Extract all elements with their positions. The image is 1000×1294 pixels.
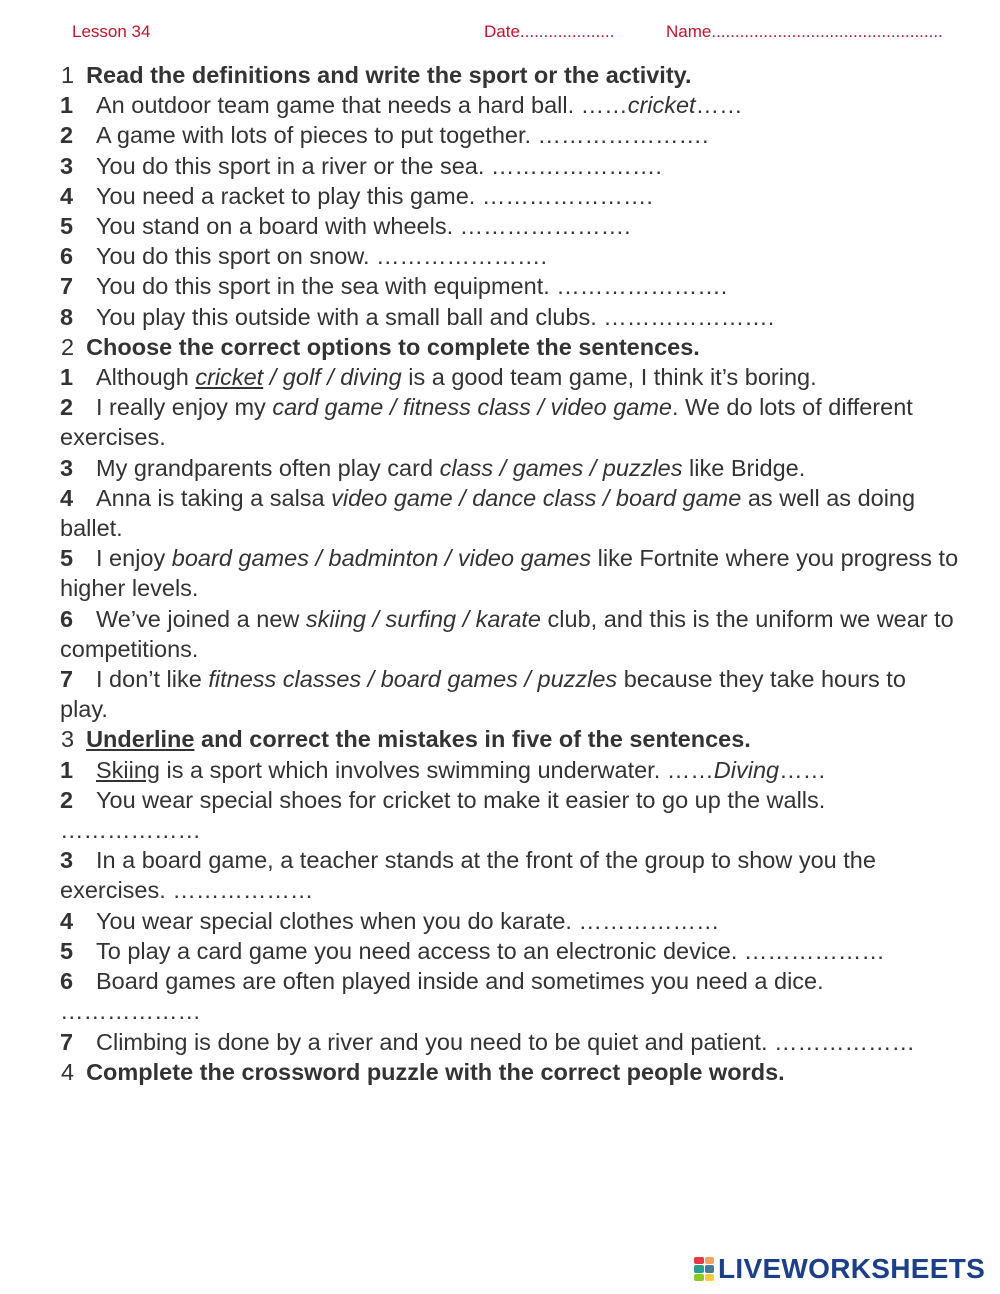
item-number: 5 bbox=[60, 937, 74, 964]
item-text: like Fortnite where you progress to higher levels. bbox=[60, 545, 959, 602]
exercise-item bbox=[60, 483, 960, 543]
section-heading bbox=[60, 724, 960, 754]
section-title-text: Choose the correct options to complete the sentences. bbox=[86, 333, 700, 360]
section-title-text: and correct the mistakes in five of the sentences. bbox=[194, 726, 751, 753]
item-number: 6 bbox=[60, 605, 74, 632]
item-number: 7 bbox=[60, 1028, 74, 1055]
logo-blocks-icon bbox=[694, 1257, 714, 1281]
item-text-with-answer-blank: A game with lots of pieces to put together. …………………. bbox=[96, 122, 709, 149]
option-text: Diving bbox=[713, 756, 780, 783]
section-number: 4 bbox=[61, 1058, 75, 1085]
item-number: 5 bbox=[60, 545, 74, 572]
page-header bbox=[0, 22, 1000, 44]
logo-text: LIVEWORKSHEETS bbox=[718, 1253, 986, 1284]
item-number: 4 bbox=[60, 907, 74, 934]
exercise-item bbox=[60, 120, 960, 150]
item-text-with-answer-blank: You wear special clothes when you do karate. ……………… bbox=[96, 907, 720, 934]
item-text-with-answer-blank: You wear special shoes for cricket to make it easier to go up the walls. ……………… bbox=[60, 786, 826, 844]
section-heading bbox=[60, 1057, 960, 1087]
name-field[interactable]: Name................................................. bbox=[666, 22, 943, 41]
item-number: 5 bbox=[60, 213, 74, 240]
option-text: cricket bbox=[627, 92, 696, 119]
section-title-text: Read the definitions and write the sport or the activity. bbox=[86, 62, 692, 88]
section-heading bbox=[60, 332, 960, 362]
option-text: / golf / diving bbox=[263, 364, 402, 391]
section-title-underlined: Underline bbox=[86, 726, 195, 753]
liveworksheets-logo bbox=[694, 1253, 985, 1285]
item-number: 3 bbox=[60, 847, 74, 874]
section-number: 1 bbox=[61, 62, 75, 88]
item-number: 2 bbox=[60, 122, 74, 149]
item-text-with-answer-blank: Climbing is done by a river and you need to be quiet and patient. ……………… bbox=[96, 1028, 916, 1055]
exercise-item bbox=[60, 90, 960, 120]
exercise-item bbox=[60, 453, 960, 483]
item-text: . We do lots of different exercises. bbox=[60, 394, 913, 451]
item-text: I really enjoy my bbox=[96, 394, 273, 421]
option-text: cricket bbox=[195, 364, 264, 391]
exercise-item bbox=[60, 543, 960, 603]
item-text: My grandparents often play card bbox=[96, 454, 440, 481]
exercise-item bbox=[60, 271, 960, 301]
option-text: video game / dance class / board game bbox=[331, 484, 742, 511]
item-number: 1 bbox=[60, 364, 74, 391]
item-number: 1 bbox=[60, 756, 74, 783]
item-text-with-answer-blank: You do this sport in the sea with equipment. …………………. bbox=[96, 273, 728, 300]
item-number: 7 bbox=[60, 666, 74, 693]
item-text-with-answer-blank: In a board game, a teacher stands at the front of the group to show you the exercises. ……………… bbox=[60, 847, 876, 904]
item-text: club, and this is the uniform we wear to competitions. bbox=[60, 605, 954, 662]
exercise-item bbox=[60, 906, 960, 936]
item-text-with-answer-blank: To play a card game you need access to an electronic device. ……………… bbox=[96, 937, 885, 964]
item-text: as well as doing ballet. bbox=[60, 484, 916, 542]
item-text: Skiing bbox=[96, 756, 161, 783]
item-text: because they take hours to play. bbox=[60, 666, 906, 723]
exercise-item bbox=[60, 392, 960, 452]
exercise-item bbox=[60, 936, 960, 966]
item-text-with-answer-blank: An outdoor team game that needs a hard ball. …… bbox=[96, 92, 628, 119]
item-text: We’ve joined a new bbox=[96, 605, 306, 632]
item-text-with-answer-blank: You play this outside with a small ball and clubs. …………………. bbox=[96, 303, 775, 330]
exercise-item bbox=[60, 151, 960, 181]
exercise-item bbox=[60, 362, 960, 392]
item-number: 7 bbox=[60, 273, 74, 300]
section-title bbox=[86, 334, 700, 360]
exercise-item bbox=[60, 966, 960, 1026]
date-field[interactable]: Date.................... bbox=[484, 22, 615, 41]
exercise-item bbox=[60, 302, 960, 332]
section-number: 3 bbox=[61, 726, 75, 753]
item-text-with-answer-blank: You do this sport on snow. …………………. bbox=[96, 243, 548, 270]
item-text-with-answer-blank: You need a racket to play this game. …………………. bbox=[96, 182, 653, 209]
item-text-with-answer-blank: Board games are often played inside and sometimes you need a dice. ……………… bbox=[60, 968, 824, 1025]
exercise-item bbox=[60, 181, 960, 211]
item-number: 2 bbox=[60, 394, 74, 421]
section-title-text: Complete the crossword puzzle with the correct people words. bbox=[86, 1058, 785, 1085]
item-text: like Bridge. bbox=[682, 454, 806, 481]
worksheet-body bbox=[60, 60, 960, 1087]
section-number: 2 bbox=[61, 333, 75, 360]
exercise-item bbox=[60, 604, 960, 664]
section-heading bbox=[60, 60, 960, 90]
item-text: I enjoy bbox=[96, 545, 172, 572]
item-number: 6 bbox=[60, 243, 74, 270]
option-text: class / games / puzzles bbox=[439, 454, 683, 481]
item-text-with-answer-blank: …… bbox=[695, 92, 743, 119]
section-title bbox=[86, 726, 751, 752]
option-text: board games / badminton / video games bbox=[171, 545, 592, 572]
item-text: Although bbox=[96, 364, 196, 391]
item-number: 8 bbox=[60, 303, 74, 330]
exercise-item bbox=[60, 664, 960, 724]
item-text: is a good team game, I think it’s boring. bbox=[401, 364, 817, 391]
option-text: skiing / surfing / karate bbox=[305, 605, 541, 632]
item-text-with-answer-blank: You do this sport in a river or the sea. …………………. bbox=[96, 152, 662, 179]
exercise-item bbox=[60, 755, 960, 785]
exercise-item bbox=[60, 785, 960, 845]
lesson-label: Lesson 34 bbox=[72, 22, 151, 41]
option-text: card game / fitness class / video game bbox=[272, 394, 672, 421]
exercise-item bbox=[60, 211, 960, 241]
option-text: fitness classes / board games / puzzles bbox=[208, 666, 618, 693]
section-title bbox=[86, 62, 691, 88]
item-text-with-answer-blank: …… bbox=[779, 756, 827, 783]
item-number: 2 bbox=[60, 786, 74, 813]
item-text-with-answer-blank: is a sport which involves swimming underwater. …… bbox=[160, 756, 714, 783]
item-text: I don’t like bbox=[96, 666, 209, 693]
section-title bbox=[86, 1059, 785, 1085]
item-number: 1 bbox=[60, 92, 74, 119]
exercise-item bbox=[60, 845, 960, 905]
item-number: 6 bbox=[60, 968, 74, 995]
item-number: 3 bbox=[60, 152, 74, 179]
item-number: 3 bbox=[60, 454, 74, 481]
exercise-item bbox=[60, 1027, 960, 1057]
item-number: 4 bbox=[60, 484, 74, 511]
item-number: 4 bbox=[60, 182, 74, 209]
exercise-item bbox=[60, 241, 960, 271]
item-text: Anna is taking a salsa bbox=[96, 484, 332, 511]
item-text-with-answer-blank: You stand on a board with wheels. …………………. bbox=[96, 213, 631, 240]
